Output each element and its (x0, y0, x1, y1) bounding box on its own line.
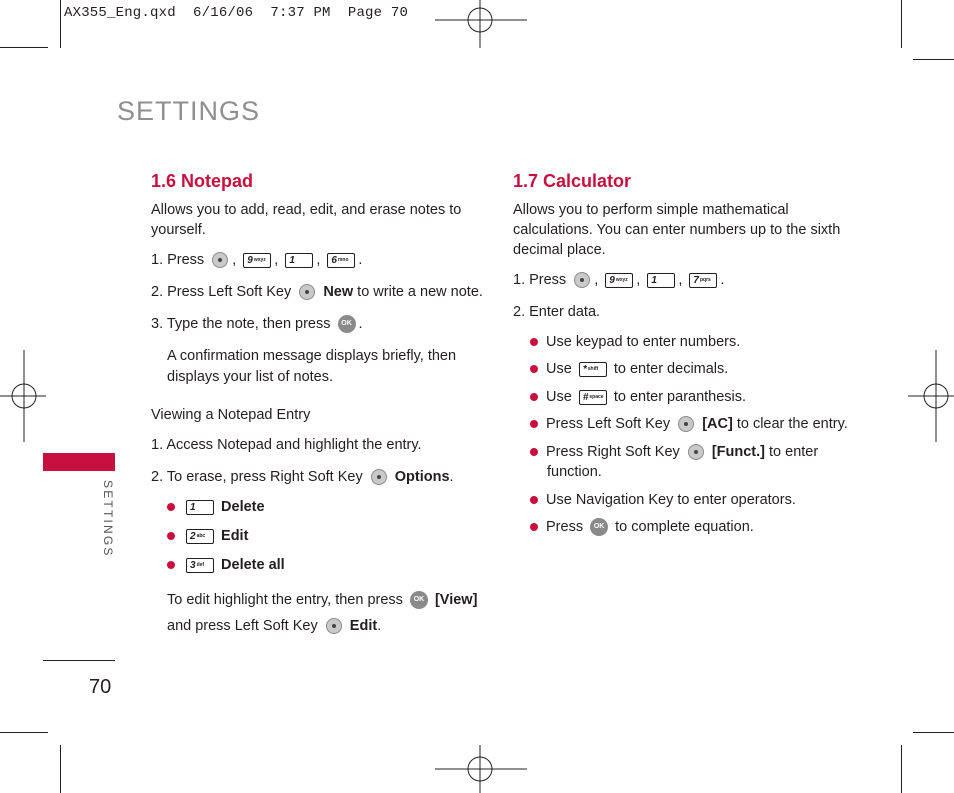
crop-mark (0, 47, 48, 48)
confirm-line: displays your list of notes. (167, 369, 334, 385)
notepad-intro-line: yourself. (151, 222, 206, 238)
calculator-bullet (530, 359, 728, 379)
right-soft-key-icon (688, 444, 704, 460)
calculator-intro (513, 200, 840, 260)
confirm-line: A confirmation message displays briefly, then (167, 348, 457, 364)
calculator-bullet (530, 332, 740, 352)
calculator-step-2: 2. Enter data. (513, 304, 601, 320)
calculator-bullet (530, 414, 848, 434)
bullet-text: Press Left Soft Key (546, 416, 671, 432)
notepad-subheading: Viewing a Notepad Entry (151, 407, 311, 423)
calculator-bullet (530, 490, 796, 510)
option-label: Edit (221, 528, 249, 544)
page-number-rule (43, 660, 115, 661)
menu-key-icon (574, 272, 590, 288)
step-bold: New (323, 284, 354, 300)
bullet-icon (530, 338, 538, 346)
registration-target-icon (430, 745, 530, 793)
key-1-icon: 1 (285, 253, 313, 268)
step-text: 2. Press Left Soft Key (151, 284, 292, 300)
step-text: to write a new note. (357, 284, 483, 300)
notepad-edit-line-2 (167, 616, 381, 636)
key-6-icon: $6^{mno}$ (327, 253, 355, 268)
key-7-icon: $7^{pqrs}$ (689, 273, 717, 288)
step-text: 2. To erase, press Right Soft Key (151, 469, 363, 485)
bullet-text: to clear the entry. (736, 416, 848, 432)
left-soft-key-icon (326, 618, 342, 634)
calculator-step-1: 1. Press , $9^{wxyz}$ , 1 , $7^{pqrs}$ . (513, 272, 725, 288)
left-soft-key-icon (678, 416, 694, 432)
calculator-bullet (530, 517, 754, 537)
option-list-item (167, 555, 285, 575)
crop-mark (0, 732, 48, 733)
bullet-text: Use keypad to enter numbers. (546, 334, 741, 350)
registration-target-icon (906, 348, 954, 444)
step-text: 1. Press (513, 272, 567, 288)
calculator-intro-line: calculations. You can enter numbers up to the sixth (513, 222, 841, 238)
bullet-text: to complete equation. (615, 519, 754, 535)
page-number: 70 (89, 676, 112, 698)
page-title: SETTINGS (117, 96, 261, 126)
calculator-title: 1.7 Calculator (513, 171, 632, 191)
bullet-text: function. (547, 464, 602, 480)
bullet-icon (530, 420, 538, 428)
left-soft-key-icon (299, 284, 315, 300)
notepad-view-step-2 (151, 467, 454, 487)
key-2-icon: $2^{abc}$ (186, 529, 214, 544)
star-key-icon: *$^{shift}$ (579, 362, 607, 377)
ok-key-icon: OK (410, 591, 428, 609)
step-text: 1. Press (151, 252, 205, 268)
bullet-text: to enter decimals. (613, 361, 729, 377)
bullet-text: Use (546, 389, 572, 405)
calculator-bullet (530, 442, 818, 482)
step-text: . (449, 469, 454, 485)
step-text: To edit highlight the entry, then press (167, 592, 403, 608)
bullet-icon (530, 523, 538, 531)
bullet-text: Use Navigation Key to enter operators. (546, 492, 796, 508)
option-label: Delete (221, 499, 265, 515)
notepad-edit-line-1 (167, 590, 477, 610)
calculator-intro-line: Allows you to perform simple mathematical (513, 202, 789, 218)
bullet-text: Press (546, 519, 584, 535)
key-3-icon: $3^{def}$ (186, 558, 214, 573)
key-1-icon: 1 (647, 273, 675, 288)
crop-mark (901, 0, 902, 48)
step-text: 3. Type the note, then press (151, 316, 331, 332)
bullet-bold: [Funct.] (711, 444, 765, 460)
step-text: and press Left Soft Key (167, 618, 318, 634)
pound-key-icon: #$^{space}$ (579, 390, 607, 405)
ok-key-icon: OK (338, 315, 356, 333)
bullet-text: Use (546, 361, 572, 377)
notepad-view-step-1: 1. Access Notepad and highlight the entry. (151, 437, 422, 453)
crop-mark (60, 0, 61, 48)
calculator-intro-line: decimal place. (513, 242, 606, 258)
notepad-title: 1.6 Notepad (151, 171, 254, 191)
option-list-item (167, 526, 248, 546)
section-side-label: SETTINGS (101, 480, 115, 558)
option-label: Delete all (221, 557, 285, 573)
step-bold: Edit (349, 618, 378, 634)
bullet-text: Press Right Soft Key (546, 444, 680, 460)
bullet-text: to enter paranthesis. (613, 389, 747, 405)
notepad-intro-line: Allows you to add, read, edit, and erase notes to (151, 202, 462, 218)
print-slug: AX355_Eng.qxd 6/16/06 7:37 PM Page 70 (64, 5, 409, 21)
notepad-confirm (167, 346, 456, 387)
crop-mark (60, 745, 61, 793)
notepad-intro (151, 200, 461, 240)
option-list-item (167, 497, 265, 517)
key-9-icon: $9^{wxyz}$ (605, 273, 633, 288)
ok-key-icon: OK (590, 518, 608, 536)
bullet-text: to enter (769, 444, 819, 460)
notepad-step-3: 3. Type the note, then press OK . (151, 316, 363, 332)
calculator-bullet (530, 387, 746, 407)
bullet-icon (530, 365, 538, 373)
bullet-icon (167, 503, 175, 511)
notepad-step-1: 1. Press , $9^{wxyz}$ , 1 , $6^{mno}$ . (151, 252, 363, 268)
step-text: . (377, 618, 382, 634)
menu-key-icon (212, 252, 228, 268)
registration-target-icon (0, 348, 48, 444)
notepad-step-2 (151, 282, 483, 302)
crop-mark (913, 59, 954, 60)
bullet-icon (530, 448, 538, 456)
crop-mark (913, 732, 954, 733)
right-soft-key-icon (371, 469, 387, 485)
step-bold: [View] (434, 592, 478, 608)
section-tab (43, 453, 115, 471)
registration-target-icon (430, 0, 530, 48)
bullet-icon (167, 532, 175, 540)
bullet-icon (530, 496, 538, 504)
key-9-icon: $9^{wxyz}$ (243, 253, 271, 268)
step-bold: Options (394, 469, 450, 485)
key-1-icon: 1 (186, 500, 214, 515)
bullet-icon (530, 393, 538, 401)
bullet-bold: [AC] (702, 416, 733, 432)
crop-mark (901, 745, 902, 793)
bullet-icon (167, 561, 175, 569)
